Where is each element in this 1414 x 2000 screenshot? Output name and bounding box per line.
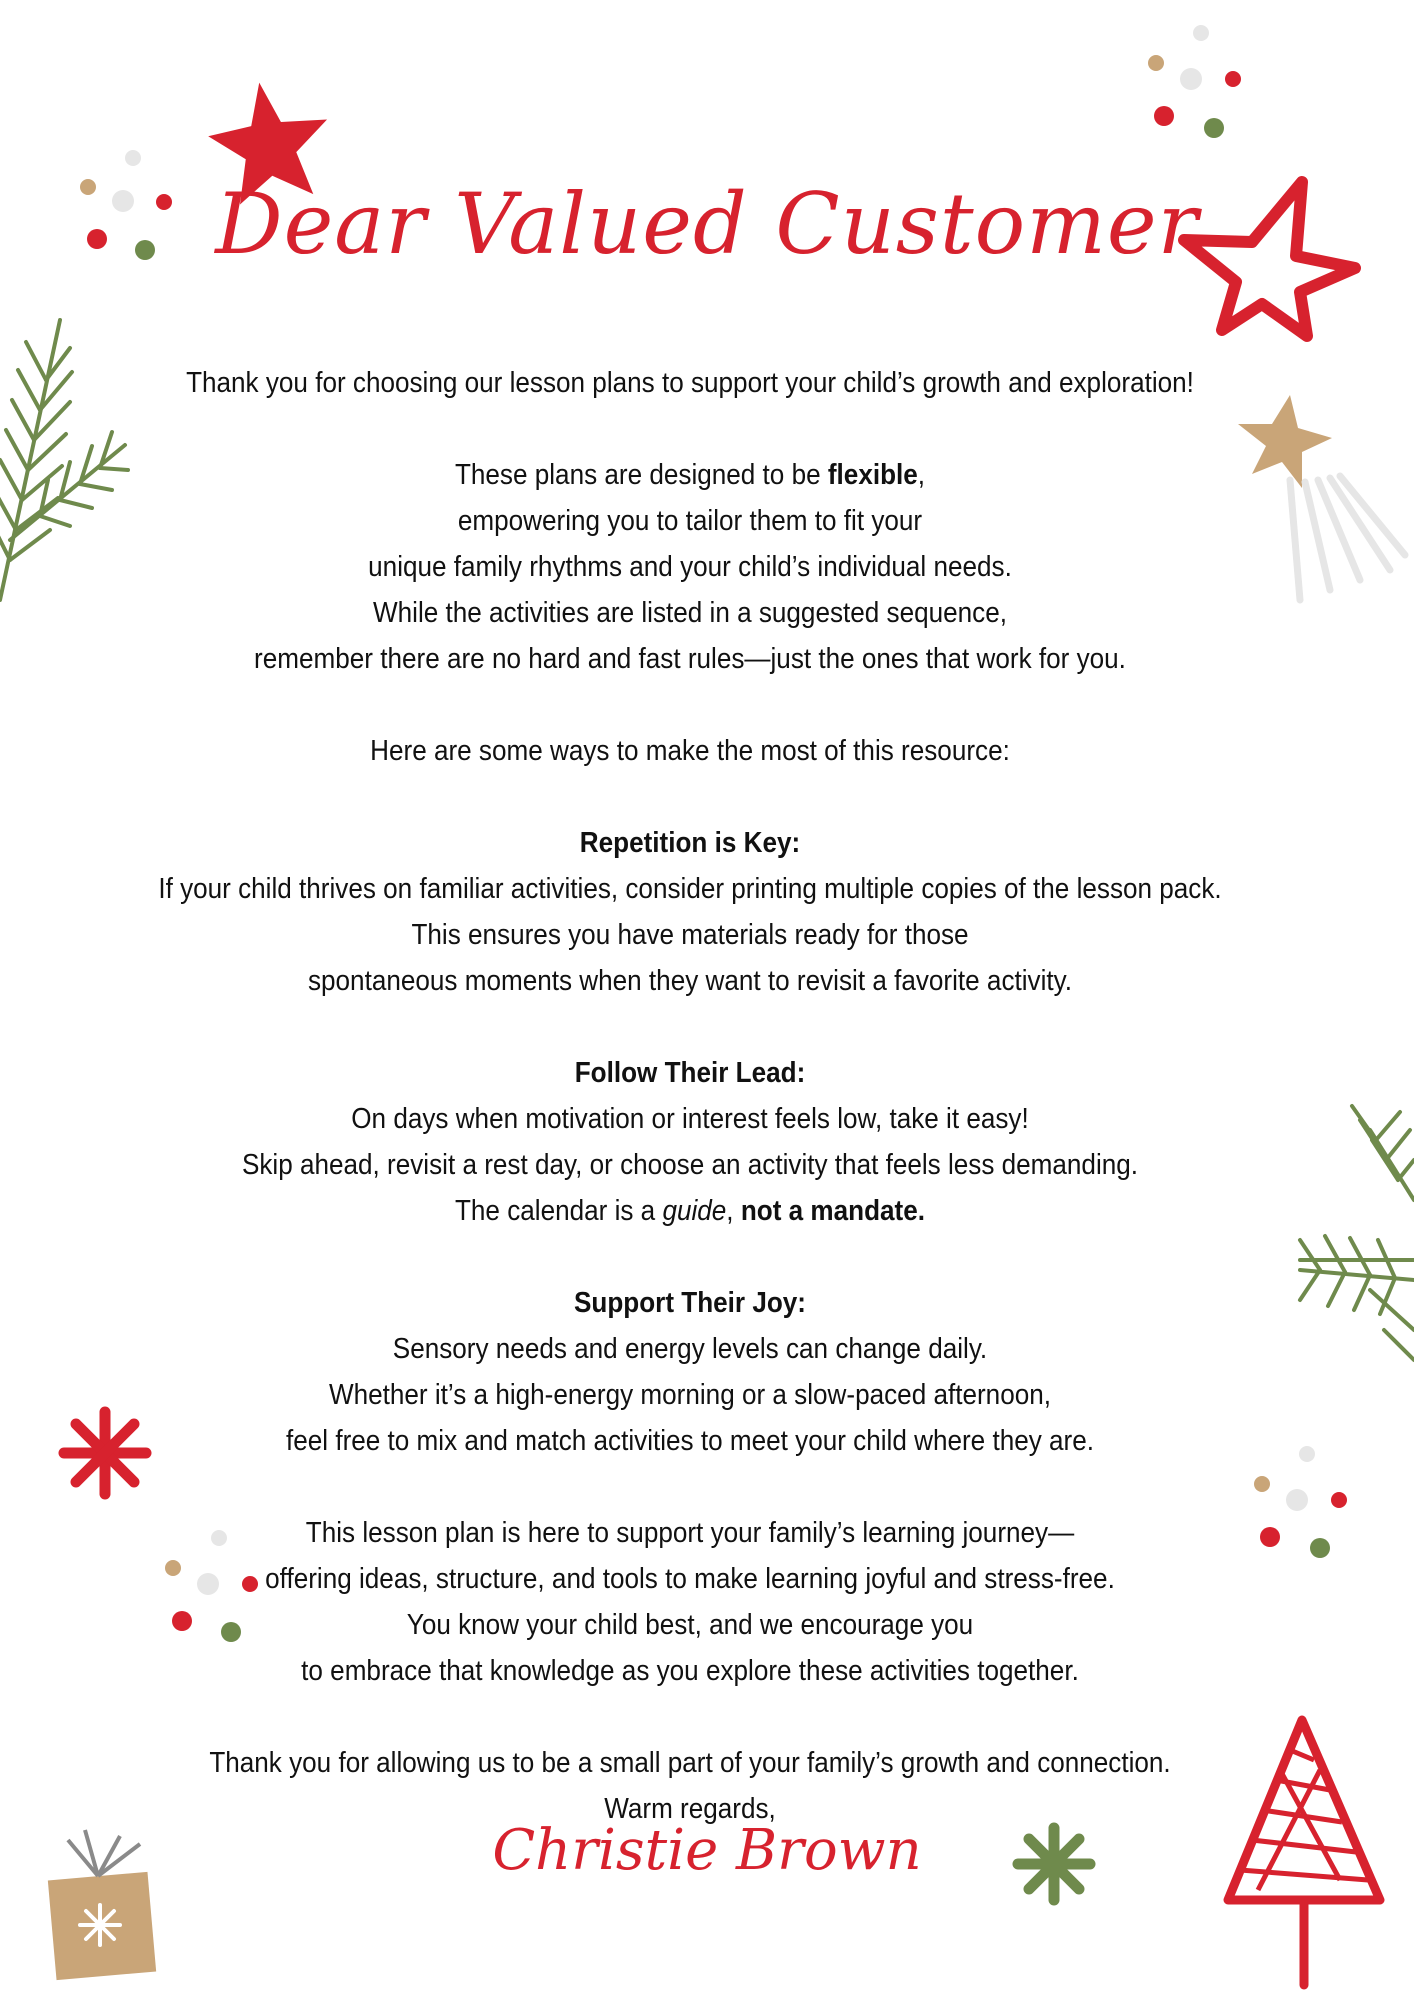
ways-line: Here are some ways to make the most of this resource: (370, 735, 1010, 767)
dot-cluster (1254, 1446, 1347, 1558)
flexible-line-3: unique family rhythms and your child’s individual needs. (368, 551, 1012, 583)
tip-line: The calendar is a guide, not a mandate. (454, 1195, 926, 1227)
closing-paragraph (114, 1510, 1266, 1694)
dot-icon (1180, 68, 1202, 90)
tip-heading: Follow Their Lead: (574, 1057, 806, 1089)
dot-icon (1286, 1489, 1308, 1511)
dot-icon (1148, 55, 1164, 71)
tip-line: If your child thrives on familiar activities, consider printing multiple copies of the lesson pack. (158, 873, 1222, 905)
dot-icon (1204, 118, 1224, 138)
tip-line: Whether it’s a high-energy morning or a slow-paced afternoon, (328, 1379, 1051, 1411)
flexible-line-4: While the activities are listed in a suggested sequence, (372, 597, 1008, 629)
guide-emphasis: guide (662, 1195, 727, 1227)
tip-line: Skip ahead, revisit a rest day, or choose an activity that feels less demanding. (241, 1149, 1139, 1181)
dot-icon (1331, 1492, 1347, 1508)
dot-icon (1299, 1446, 1315, 1462)
dot-icon (1225, 71, 1241, 87)
tip-heading: Support Their Joy: (573, 1287, 807, 1319)
flexible-line-2: empowering you to tailor them to fit your (457, 505, 923, 537)
tip-line: On days when motivation or interest feels low, take it easy! (351, 1103, 1029, 1135)
mandate-emphasis: not a mandate. (740, 1195, 926, 1227)
tip-line: feel free to mix and match activities to meet your child where they are. (285, 1425, 1095, 1457)
dot-icon (125, 150, 141, 166)
letter-body (114, 360, 1266, 1832)
tip-repetition (114, 820, 1266, 1004)
dot-cluster (1148, 25, 1241, 138)
tip-line: spontaneous moments when they want to revisit a favorite activity. (307, 965, 1073, 997)
flexible-emphasis: flexible (827, 459, 918, 491)
dot-icon (1310, 1538, 1330, 1558)
closing-line: You know your child best, and we encourage you (406, 1609, 974, 1641)
flexible-paragraph (114, 452, 1266, 682)
intro-line: Thank you for choosing our lesson plans to support your child’s growth and exploration! (186, 367, 1194, 399)
page-title: Dear Valued Customer (215, 175, 1199, 273)
closing-line: offering ideas, structure, and tools to make learning joyful and stress-free. (265, 1563, 1115, 1595)
closing-line: This lesson plan is here to support your family’s learning journey— (305, 1517, 1075, 1549)
tip-follow-lead (114, 1050, 1266, 1234)
pine-branch-icon (1300, 1106, 1414, 1360)
ways-paragraph (114, 728, 1266, 774)
regards-line: Warm regards, (604, 1793, 776, 1825)
dot-icon (1193, 25, 1209, 41)
tip-line: Sensory needs and energy levels can change daily. (392, 1333, 988, 1365)
flexible-line-5: remember there are no hard and fast rules—just the ones that work for you. (254, 643, 1126, 675)
tip-heading: Repetition is Key: (579, 827, 801, 859)
tip-support-joy (114, 1280, 1266, 1464)
intro-paragraph (114, 360, 1266, 406)
thanks-line: Thank you for allowing us to be a small part of your family’s growth and connection. (209, 1747, 1171, 1779)
flexible-line-1: These plans are designed to be flexible, (454, 459, 926, 491)
closing-line: to embrace that knowledge as you explore these activities together. (301, 1655, 1079, 1687)
tip-line: This ensures you have materials ready for those (411, 919, 969, 951)
signature: Christie Brown (492, 1818, 922, 1883)
pine-branch-icon (0, 320, 128, 600)
dot-icon (1154, 106, 1174, 126)
